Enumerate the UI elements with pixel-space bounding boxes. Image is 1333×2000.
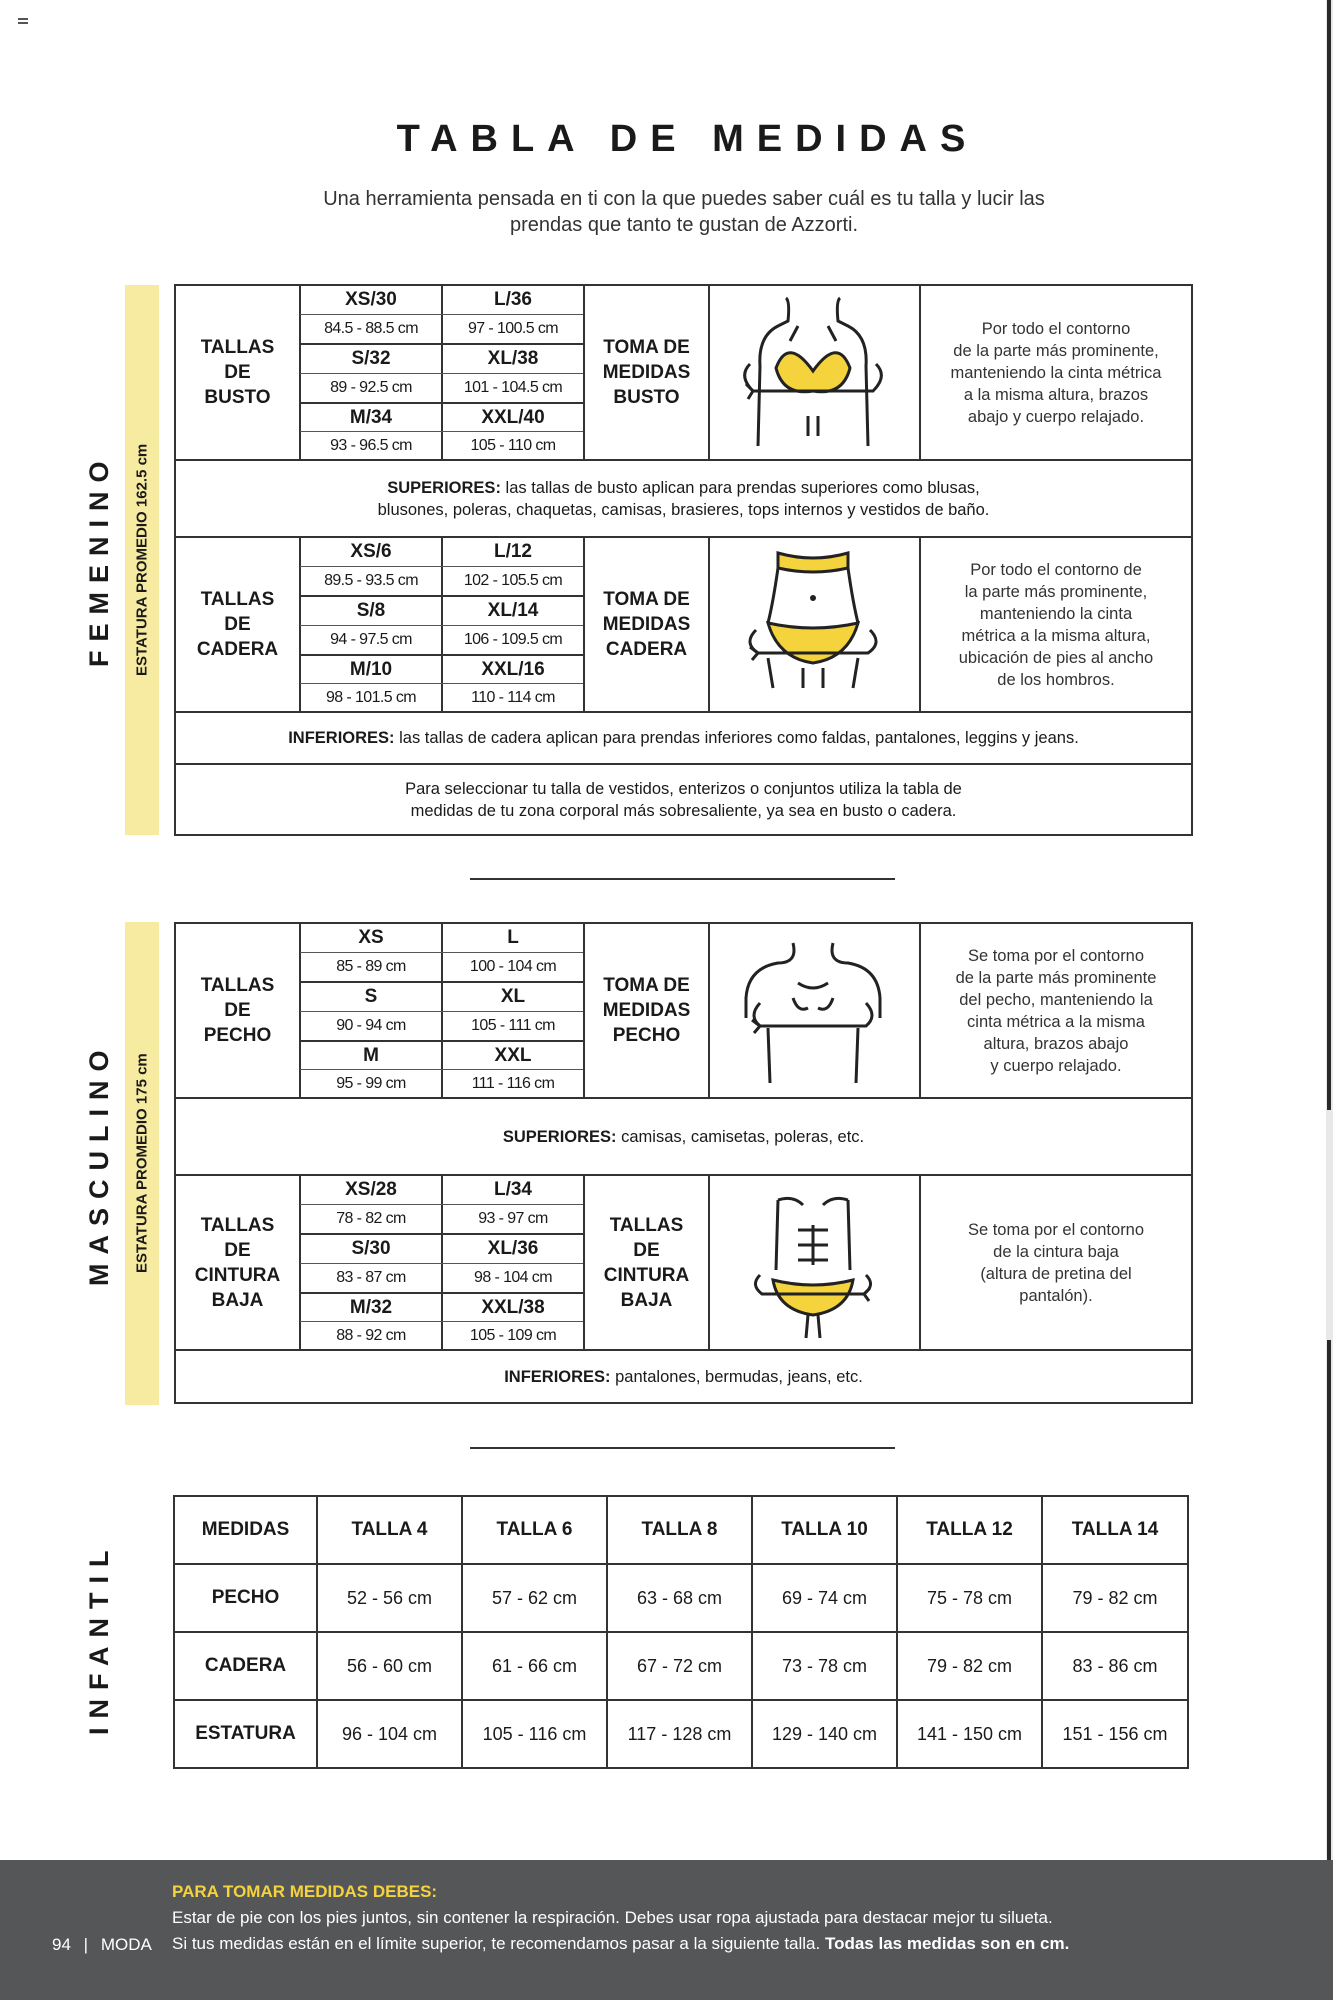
table-cell: 57 - 62 cm [462,1564,607,1632]
row-label: CADERA [174,1632,317,1700]
range-cell: 98 - 101.5 cm [325,688,417,706]
divider [470,1447,895,1449]
range-cell: 94 - 97.5 cm [330,631,412,648]
table-cell: 69 - 74 cm [752,1564,897,1632]
table-cell: 117 - 128 cm [607,1700,752,1768]
table-cell: 96 - 104 cm [317,1700,462,1768]
range-cell: 78 - 82 cm [336,1210,406,1227]
table-row [174,1632,1188,1700]
range-cell: 98 - 104 cm [474,1269,552,1286]
footer [0,1860,1333,2000]
range-cell: 89 - 92.5 cm [330,379,412,396]
table-cell: 141 - 150 cm [897,1700,1042,1768]
chest-measure-illustration [738,938,888,1088]
size-cell: XS/30 [345,289,397,310]
page-number: 94 [52,1935,71,1954]
table-cell: 105 - 116 cm [462,1700,607,1768]
row-label: ESTATURA [174,1700,317,1768]
range-cell: 110 - 114 cm [471,688,555,706]
row-label: PECHO [174,1564,317,1632]
section-label-masculino: MASCULINO [84,1041,114,1286]
table-cell: 79 - 82 cm [1042,1564,1188,1632]
footer-heading: PARA TOMAR MEDIDAS DEBES: [172,1882,438,1901]
range-cell: 101 - 104.5 cm [463,379,563,396]
range-cell: 93 - 96.5 cm [330,436,412,454]
pecho-label: TALLAS DE PECHO [200,975,275,1046]
range-cell: 95 - 99 cm [336,1074,406,1092]
table-header: TALLA 8 [607,1496,752,1564]
infantil-table [173,1495,1189,1769]
toma-busto-label: TOMA DE MEDIDAS BUSTO [602,337,691,408]
waist-measure-illustration [748,1190,878,1340]
table-cell: 75 - 78 cm [897,1564,1042,1632]
size-cell: L/36 [493,289,533,310]
range-cell: 85 - 89 cm [336,958,406,975]
footer-line-1: Estar de pie con los pies juntos, sin contener la respiración. Debes usar ropa ajustada para destacar mejor tu silueta. [172,1908,1053,1927]
table-header: TALLA 4 [317,1496,462,1564]
size-cell: S/30 [351,1238,391,1259]
busto-description: Por todo el contorno de la parte más prominente, manteniendo la cinta métrica a la misma altura, brazos abajo y cuerpo relajado. [950,319,1162,426]
table-cell: 151 - 156 cm [1042,1700,1188,1768]
table-cell: 52 - 56 cm [317,1564,462,1632]
inferiores-note: INFERIORES: pantalones, bermudas, jeans, etc. [504,1367,863,1386]
size-cell: XXL/16 [481,658,545,680]
bust-measure-illustration [728,296,898,446]
scroll-thumb-lower[interactable] [1327,1340,1331,1860]
table-header: MEDIDAS [174,1496,317,1564]
range-cell: 100 - 104 cm [469,958,557,975]
size-cell: L/34 [493,1179,533,1200]
size-cell: XXL/38 [481,1296,545,1318]
superiores-note: SUPERIORES: camisas, camisetas, poleras, etc. [502,1127,865,1146]
range-cell: 83 - 87 cm [336,1269,406,1286]
range-cell: 105 - 110 cm [470,436,556,454]
table-header: TALLA 12 [897,1496,1042,1564]
height-band-masculino [125,922,159,1405]
hip-measure-illustration [738,548,888,698]
table-cell: 67 - 72 cm [607,1632,752,1700]
table-cell: 63 - 68 cm [607,1564,752,1632]
size-cell: L [507,927,519,948]
pecho-description: Se toma por el contorno de la parte más prominente del pecho, manteniendo la cinta métrica a la misma altura, brazos abajo y cuerpo relajado. [955,946,1157,1075]
size-cell: XXL [494,1044,532,1066]
toma-cadera-label: TOMA DE MEDIDAS CADERA [602,589,691,660]
table-header-row [174,1496,1188,1564]
scroll-thumb[interactable] [1327,0,1331,1110]
size-cell: S [364,986,378,1007]
range-cell: 106 - 109.5 cm [463,631,563,648]
size-cell: XS/28 [345,1179,397,1200]
size-cell: S/32 [351,348,391,369]
range-cell: 105 - 109 cm [469,1326,557,1344]
cintura-description: Se toma por el contorno de la cintura baja (altura de pretina del pantalón). [967,1220,1145,1305]
range-cell: 93 - 97 cm [478,1210,548,1227]
range-cell: 90 - 94 cm [336,1017,406,1034]
size-cell: M/10 [349,658,393,680]
size-cell: S/8 [356,600,386,621]
table-cell: 79 - 82 cm [897,1632,1042,1700]
section-label-infantil: INFANTIL [84,1541,114,1735]
table-cell: 56 - 60 cm [317,1632,462,1700]
range-cell: 88 - 92 cm [336,1326,406,1344]
size-cell: XL/14 [487,600,539,621]
table-header: TALLA 6 [462,1496,607,1564]
toma-cintura-label: TALLAS DE CINTURA BAJA [603,1214,690,1311]
cadera-description: Por todo el contorno de la parte más prominente, manteniendo la cinta métrica a la misma altura, ubicación de pies al ancho de los hombros. [958,560,1154,689]
table-cell: 83 - 86 cm [1042,1632,1188,1700]
size-cell: XS/6 [350,541,392,562]
toma-pecho-label: TOMA DE MEDIDAS PECHO [602,975,691,1046]
footer-line-2: Si tus medidas están en el límite superior, te recomendamos pasar a la siguiente talla. Todas las medidas son en cm. [172,1934,1070,1953]
size-cell: XL/38 [487,348,539,369]
range-cell: 105 - 111 cm [471,1017,555,1034]
table-cell: 73 - 78 cm [752,1632,897,1700]
size-cell: XXL/40 [481,406,545,428]
vestidos-note: Para seleccionar tu talla de vestidos, enterizos o conjuntos utiliza la tabla de medidas de tu zona corporal más sobresaliente, ya sea en busto o cadera. [405,779,962,820]
table-cell: 129 - 140 cm [752,1700,897,1768]
divider [470,878,895,880]
range-cell: 111 - 116 cm [471,1074,555,1092]
size-cell: M/34 [349,406,393,428]
height-label: ESTATURA PROMEDIO 175 cm [133,1053,151,1274]
table-header: TALLA 14 [1042,1496,1188,1564]
cadera-label: TALLAS DE CADERA [196,589,279,660]
height-label: ESTATURA PROMEDIO 162.5 cm [133,443,151,677]
page-subtitle: Una herramienta pensada en ti con la que puedes saber cuál es tu talla y lucir las prendas que tanto te gustan de Azzorti. [323,188,1045,236]
size-cell: M [363,1044,379,1066]
table-row [174,1700,1188,1768]
section-label-femenino: FEMENINO [84,452,114,668]
range-cell: 89.5 - 93.5 cm [324,572,418,589]
size-cell: XL [500,986,526,1007]
range-cell: 102 - 105.5 cm [463,572,563,589]
superiores-note: SUPERIORES: las tallas de busto aplican para prendas superiores como blusas, blusones, poleras, chaquetas, camisas, brasieres, tops internos y vestidos de baño. [377,478,990,519]
height-band-femenino [125,285,159,835]
inferiores-note: INFERIORES: las tallas de cadera aplican para prendas inferiores como faldas, pantalones, leggins y jeans. [288,729,1079,747]
table-cell: 61 - 66 cm [462,1632,607,1700]
page-footer-label: 94 | MODA [52,1935,152,1954]
size-cell: XL/36 [487,1238,539,1259]
menu-icon[interactable] [18,18,28,26]
cintura-label: TALLAS DE CINTURA BAJA [194,1214,281,1311]
size-cell: L/12 [493,541,533,562]
busto-label: TALLAS DE BUSTO [200,337,275,408]
table-row [174,1564,1188,1632]
section-name: MODA [100,1935,152,1954]
range-cell: 97 - 100.5 cm [467,320,559,337]
size-cell: M/32 [349,1296,393,1318]
range-cell: 84.5 - 88.5 cm [324,320,418,337]
page-title: TABLA DE MEDIDAS [396,118,979,160]
size-cell: XS [358,927,384,948]
table-header: TALLA 10 [752,1496,897,1564]
